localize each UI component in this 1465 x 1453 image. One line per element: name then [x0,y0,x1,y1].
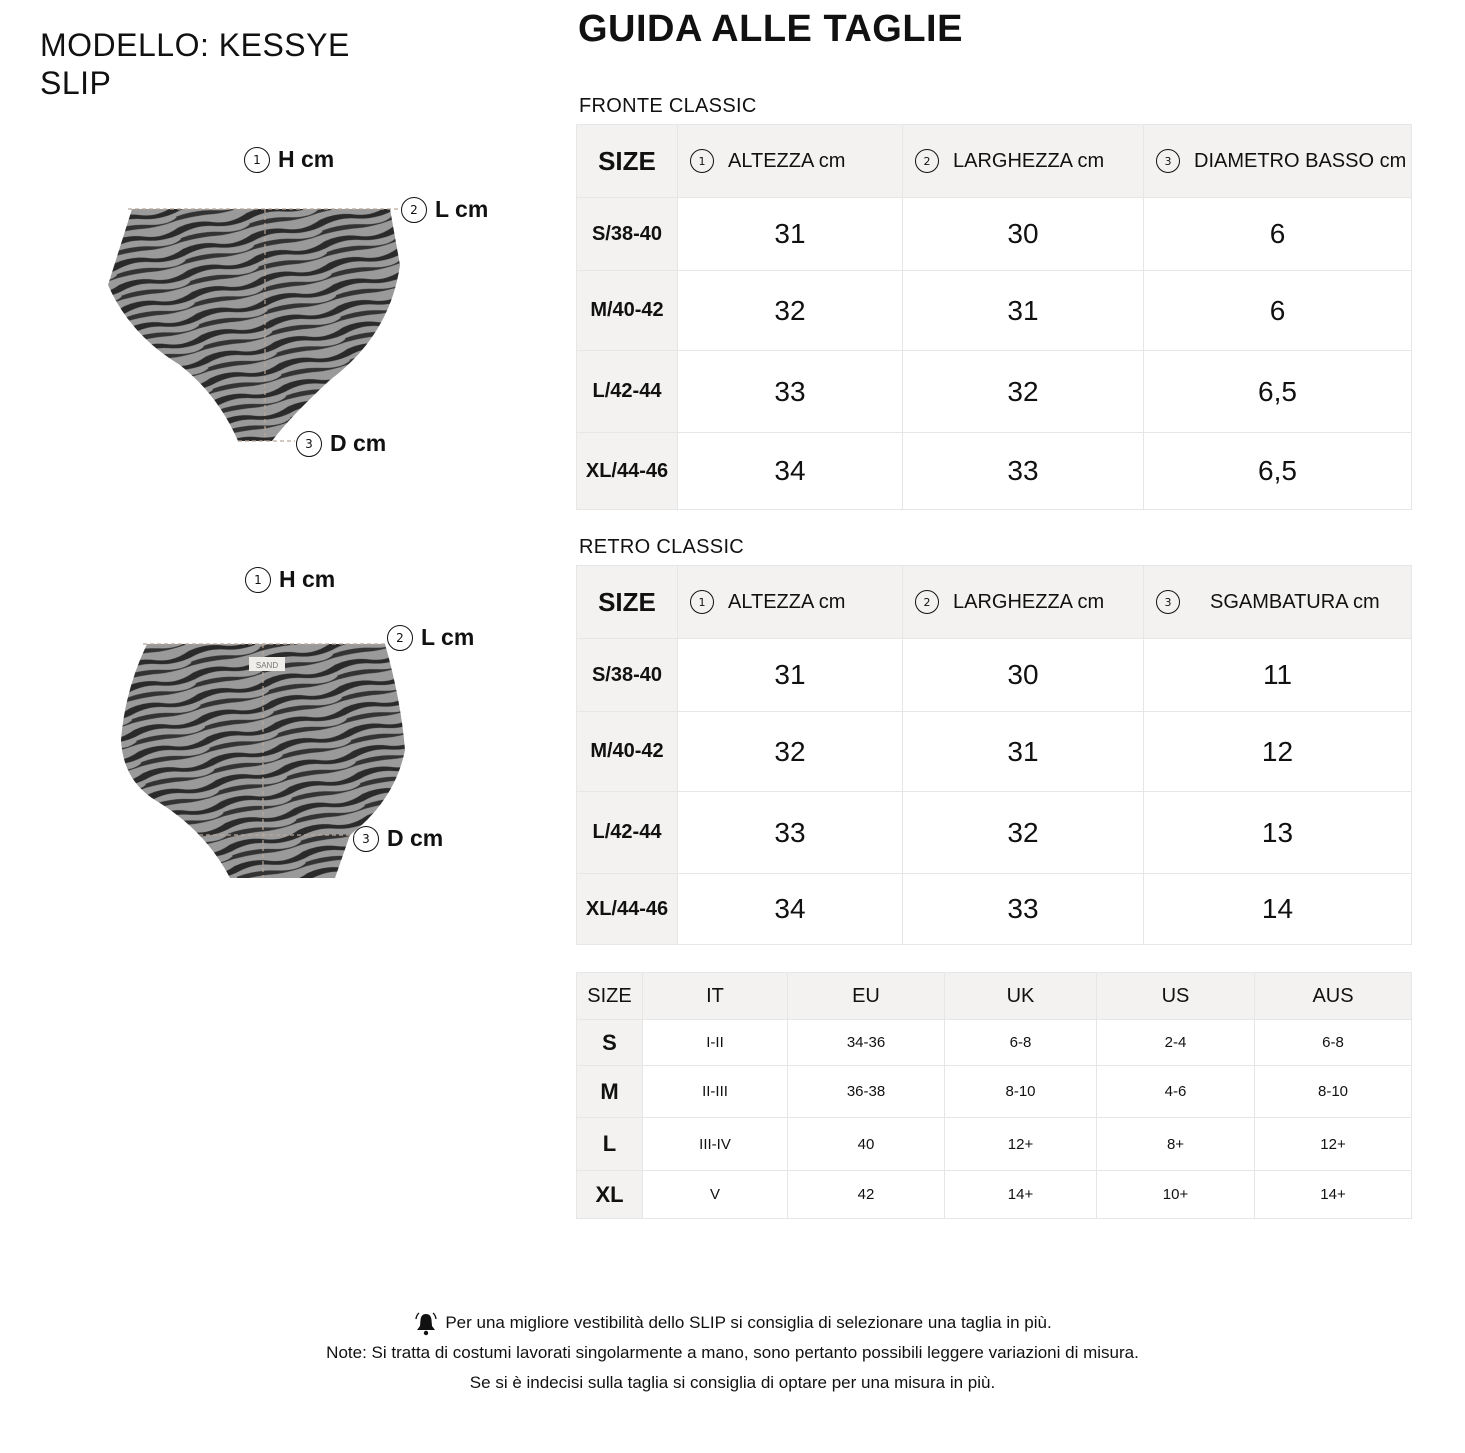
column-header: 1 ALTEZZA cm [678,125,903,198]
value-cell: 8-10 [1255,1066,1412,1118]
value-cell: 32 [678,712,903,792]
size-cell: XL [577,1171,643,1219]
value-cell: 31 [903,271,1144,351]
note-line [0,1338,1465,1368]
size-cell: S/38-40 [577,639,678,712]
back-slip-image [115,640,415,885]
table-row [577,1171,1412,1219]
value-cell: 14+ [945,1171,1097,1219]
value-cell: 6,5 [1144,433,1412,510]
value-cell: 32 [678,271,903,351]
model-name: MODELLO: KESSYE [40,27,350,63]
front-table-label: FRONTE CLASSIC [579,95,757,117]
model-type: SLIP [40,65,112,101]
model-title [40,26,350,102]
value-cell: 40 [788,1118,945,1171]
value-cell: 14 [1144,874,1412,945]
table-row [577,712,1412,792]
value-cell: 33 [678,351,903,433]
value-cell: 4-6 [1097,1066,1255,1118]
value-cell: 30 [903,639,1144,712]
value-cell: 8+ [1097,1118,1255,1171]
column-header: UK [945,973,1097,1020]
back-h-label: 1 H cm [245,566,335,593]
column-header: AUS [1255,973,1412,1020]
number-1-icon: 1 [690,149,714,173]
table-row [577,1066,1412,1118]
value-cell: 11 [1144,639,1412,712]
size-cell: L/42-44 [577,351,678,433]
front-d-label: 3 D cm [296,430,386,457]
number-1-icon: 1 [244,147,270,173]
value-cell: 31 [678,639,903,712]
table-row [577,198,1412,271]
front-l-label: 2 L cm [401,196,488,223]
size-header: SIZE [577,125,678,198]
back-l-label: 2 L cm [387,624,474,651]
note-label: Note: [326,1343,367,1362]
value-cell: 34 [678,433,903,510]
table-row [577,433,1412,510]
value-cell: 31 [678,198,903,271]
number-2-icon: 2 [401,197,427,223]
number-1-icon: 1 [690,590,714,614]
size-cell: L [577,1118,643,1171]
advice-line: Se si è indecisi sulla taglia si consiglia di optare per una misura in più. [469,1373,996,1392]
value-cell: 32 [903,351,1144,433]
size-cell: M [577,1066,643,1118]
value-cell: 6-8 [1255,1020,1412,1066]
value-cell: 31 [903,712,1144,792]
table-row [577,1020,1412,1066]
column-header: SIZE [577,973,643,1020]
value-cell: 33 [903,433,1144,510]
value-cell: 30 [903,198,1144,271]
size-conversion-table [576,972,1412,1219]
front-slip-image [100,195,410,455]
value-cell: 6 [1144,198,1412,271]
brand-tag: SAND [255,661,279,670]
value-cell: 14+ [1255,1171,1412,1219]
size-cell: XL/44-46 [577,433,678,510]
value-cell: 2-4 [1097,1020,1255,1066]
number-3-icon: 3 [353,826,379,852]
table-row [577,271,1412,351]
tip-text: Per una migliore vestibilità dello SLIP si consiglia di selezionare una taglia in più. [445,1313,1052,1332]
value-cell: 36-38 [788,1066,945,1118]
number-3-icon: 3 [1156,590,1180,614]
value-cell: 34 [678,874,903,945]
footer-notes [0,1308,1465,1398]
number-2-icon: 2 [915,590,939,614]
value-cell: 6-8 [945,1020,1097,1066]
note-text: Si tratta di costumi lavorati singolarmente a mano, sono pertanto possibili leggere variazioni di misura. [371,1343,1139,1362]
value-cell: 13 [1144,792,1412,874]
column-header: IT [643,973,788,1020]
tip-line [0,1308,1465,1338]
value-cell: 8-10 [945,1066,1097,1118]
value-cell: 6,5 [1144,351,1412,433]
column-header: US [1097,973,1255,1020]
size-cell: M/40-42 [577,712,678,792]
value-cell: V [643,1171,788,1219]
table-row [577,874,1412,945]
column-header: 2 LARGHEZZA cm [903,125,1144,198]
number-2-icon: 2 [915,149,939,173]
size-cell: S/38-40 [577,198,678,271]
front-h-label: 1 H cm [244,146,334,173]
value-cell: 34-36 [788,1020,945,1066]
back-d-label: 3 D cm [353,825,443,852]
number-1-icon: 1 [245,567,271,593]
back-size-table [576,565,1412,945]
value-cell: 6 [1144,271,1412,351]
value-cell: 10+ [1097,1171,1255,1219]
value-cell: 12+ [1255,1118,1412,1171]
value-cell: 33 [903,874,1144,945]
table-row [577,792,1412,874]
table-row [577,351,1412,433]
front-size-table [576,124,1412,510]
value-cell: 32 [903,792,1144,874]
table-row [577,1118,1412,1171]
guide-title: GUIDA ALLE TAGLIE [578,8,963,50]
size-cell: XL/44-46 [577,874,678,945]
value-cell: II-III [643,1066,788,1118]
value-cell: 33 [678,792,903,874]
size-header: SIZE [577,566,678,639]
number-3-icon: 3 [1156,149,1180,173]
column-header: 3 SGAMBATURA cm [1144,566,1412,639]
value-cell: 42 [788,1171,945,1219]
bell-icon [413,1311,439,1337]
column-header: 2 LARGHEZZA cm [903,566,1144,639]
size-cell: S [577,1020,643,1066]
column-header: 3 DIAMETRO BASSO cm [1144,125,1412,198]
number-3-icon: 3 [296,431,322,457]
column-header: EU [788,973,945,1020]
size-cell: L/42-44 [577,792,678,874]
value-cell: 12+ [945,1118,1097,1171]
size-cell: M/40-42 [577,271,678,351]
value-cell: III-IV [643,1118,788,1171]
value-cell: 12 [1144,712,1412,792]
back-table-label: RETRO CLASSIC [579,536,745,558]
table-row [577,639,1412,712]
number-2-icon: 2 [387,625,413,651]
value-cell: I-II [643,1020,788,1066]
column-header: 1 ALTEZZA cm [678,566,903,639]
